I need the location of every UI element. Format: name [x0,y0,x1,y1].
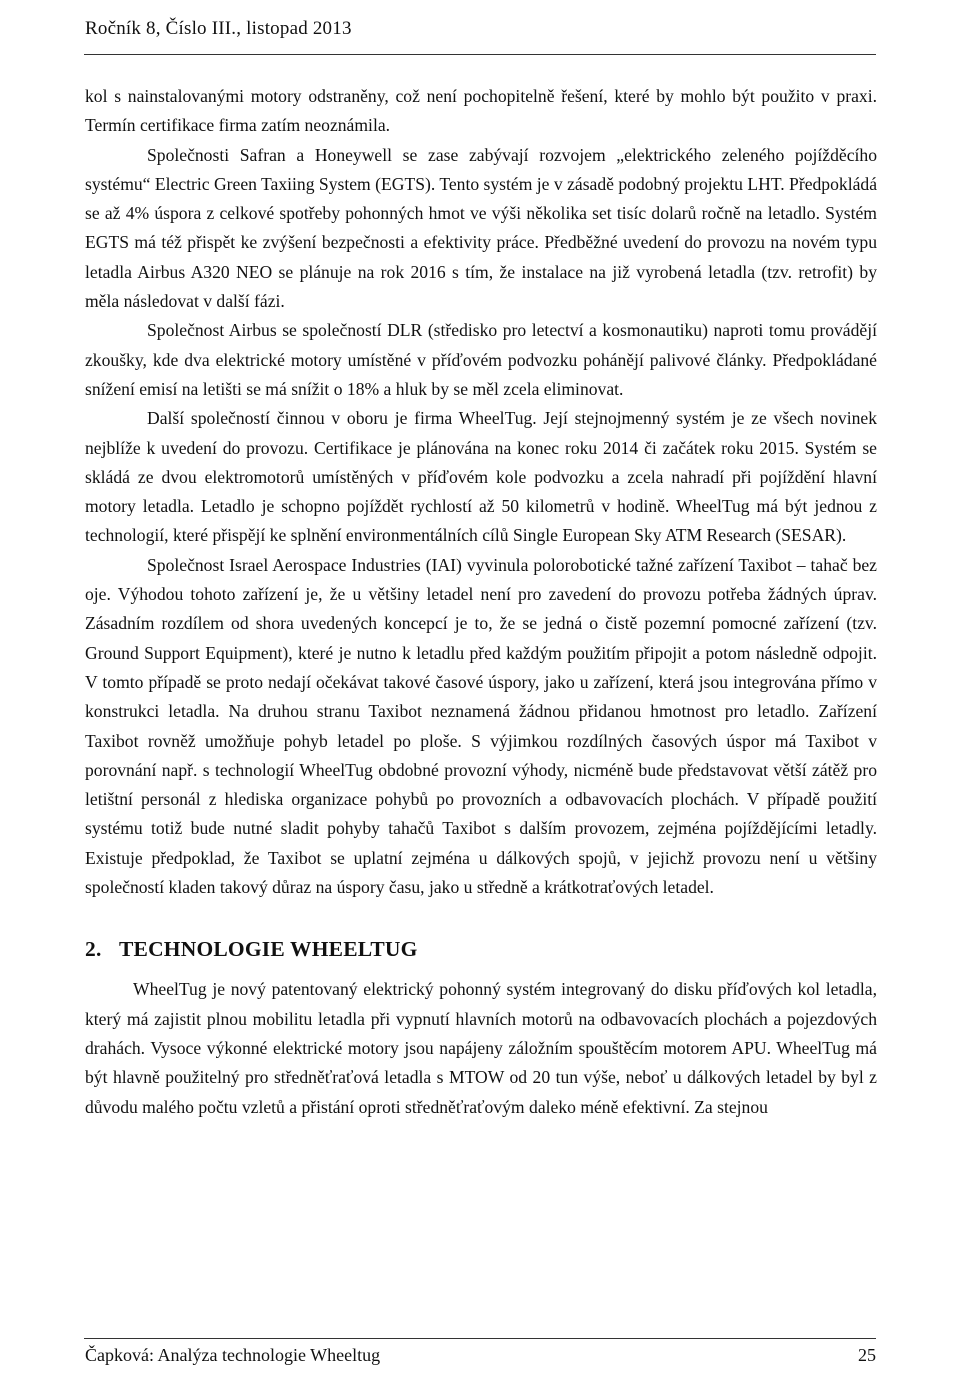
section-title: TECHNOLOGIE WHEELTUG [119,937,418,962]
page-number: 25 [858,1345,876,1365]
header-divider [84,54,876,55]
paragraph-continuation: kol s nainstalovanými motory odstraněny, což není pochopitelně řešení, které by mohlo být použito v praxi. Termín certifikace firma zatím neoznámila. [85,86,877,136]
paragraph-section-intro: WheelTug je nový patentovaný elektrický pohonný systém integrovaný do disku příďových kol letadla, který má zajistit plnou mobilitu letadla při vypnutí hlavních motorů na odbavovacích plochách a pojezdových drahách. Vysoce výkonné elektrické motory jsou napájeny záložním spouštěcím motorem APU. WheelTug má být hlavně použitelný pro středněťraťová letadla s MTOW od 20 tun výše, neboť u dálkových letadel by byl z důvodu malého počtu vzletů a přistání oproti středněťraťovým daleko méně efektivní. Za stejnou [85,979,877,1117]
section-heading [85,935,877,963]
paragraph-airbus-dlr: Společnost Airbus se společností DLR (středisko pro letectví a kosmonautiku) naproti tomu provádějí zkoušky, kde dva elektrické motory umístěné v příďovém podvozku pohánějí palivové články. Předpokládané snížení emisí na letišti se má snížit o 18% a hluk by se měl zcela eliminovat. [85,320,877,399]
running-footer: Čapková: Analýza technologie Wheeltug [85,1345,381,1365]
page-body [85,82,877,1122]
running-header: Ročník 8, Číslo III., listopad 2013 [85,18,352,39]
section-number: 2. [85,937,102,962]
paragraph-taxibot: Společnost Israel Aerospace Industries (IAI) vyvinula polorobotické tažné zařízení Taxibot – tahač bez oje. Výhodou tohoto zařízení je, že u většiny letadel není pro zavedení do provozu potřeba žádných úprav. Zásadním rozdílem od shora uvedených koncepcí je to, že se jedná o čistě pozemní pomocné zařízení (tzv. Ground Support Equipment), které je nutno k letadlu před každým použitím připojit a potom následně odpojit. V tomto případě se proto nedají očekávat takové časové úspory, jako u zařízení, která jsou integrována přímo v konstrukci letadla. Na druhou stranu Taxibot neznamená žádnou přidanou hmotnost pro letadlo. Zařízení Taxibot rovněž umožňuje pohyb letadel po ploše. S výjimkou rozdílných časových úspor má Taxibot v porovnání např. s technologií WheelTug obdobné provozní výhody, nicméně bude představovat větší zátěž pro letištní personál z hlediska organizace pohybů po provozních a odbavovacích plochách. V případě použití systému totiž bude nutné sladit pohyby tahačů Taxibot s dalším provozem, zejména pojíždějícími letadly. Existuje předpoklad, že Taxibot se uplatní zejména u dálkových spojů, v jejichž provozu není u většiny společností kladen takový důraz na úspory času, jako u středně a krátkotraťových letadel. [85,554,877,898]
paragraph-safran-honeywell: Společnosti Safran a Honeywell se zase zabývají rozvojem „elektrického zeleného pojížděcího systému“ Electric Green Taxiing System (EGTS). Tento systém je v zásadě podobný projektu LHT. Předpokládá se až 4% úspora z celkové spotřeby pohonných hmot ve výši několika set tisíc dolarů ročně na letadlo. Systém EGTS má též přispět ke zvýšení bezpečnosti a efektivity práce. Předběžné uvedení do provozu na novém typu letadla Airbus A320 NEO se plánuje na rok 2016 s tím, že instalace na již vyrobená letadla (tzv. retrofit) by měla následovat v další fázi. [85,144,878,312]
paragraph-wheeltug: Další společností činnou v oboru je firma WheelTug. Její stejnojmenný systém je ze všech novinek nejblíže k uvedení do provozu. Certifikace je plánována na konec roku 2014 či začátek roku 2015. Systém se skládá ze dvou elektromotorů umístěných v příďovém kole podvozku a zcela nahradí při pojíždění hlavní motory letadla. Letadlo je schopno pojíždět rychlostí až 50 kilometrů v hodině. WheelTug má být jednou z technologií, které přispějí ke splnění environmentálních cílů Single European Sky ATM Research (SESAR). [85,408,877,546]
footer-divider [84,1338,876,1339]
